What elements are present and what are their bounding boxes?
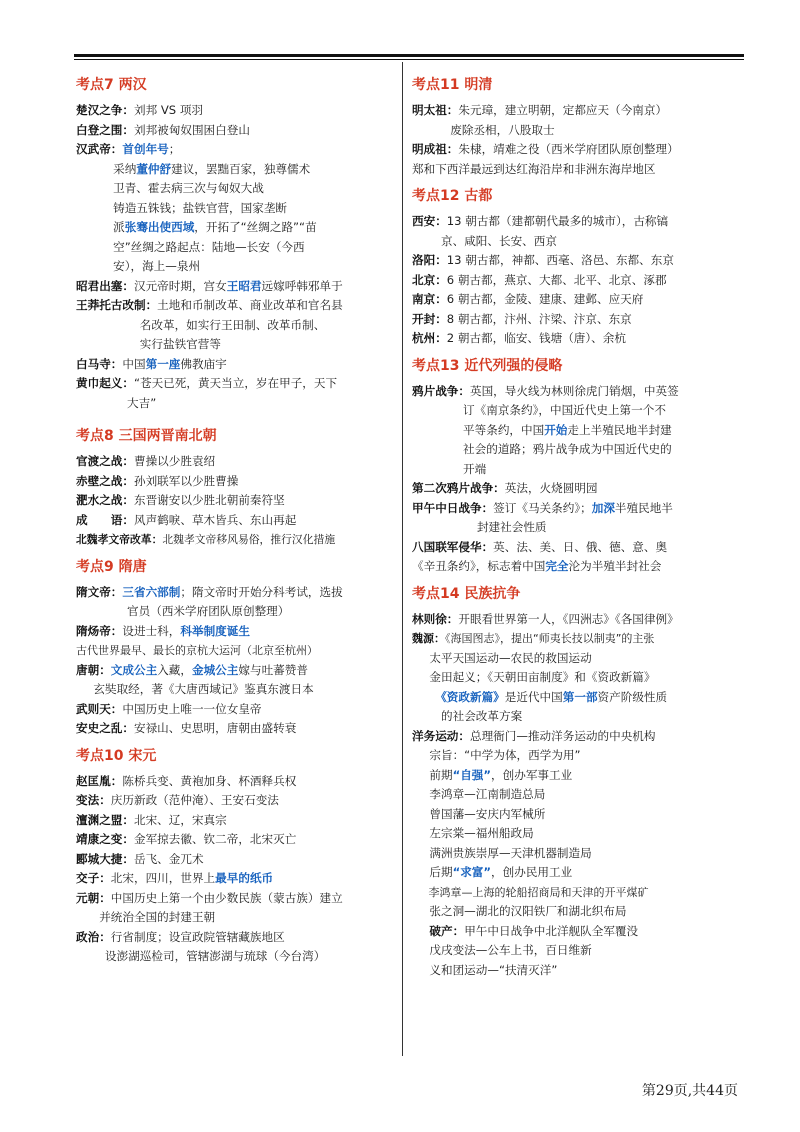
section-title-9: 考点9 隋唐 [76,558,147,575]
text-line: 赵匡胤：陈桥兵变、黄袍加身、杯酒释兵权 [76,773,297,788]
text-line: 设澎湖巡检司，管辖澎湖与琉球（今台湾） [105,949,326,963]
section-title-14: 考点14 民族抗争 [412,585,521,602]
text-line: 满洲贵族崇厚—天津机器制造局 [429,845,592,860]
text-line: 李鸿章—上海的轮船招商局和天津的开平煤矿 [428,885,649,899]
text-line: 的社会改革方案 [441,709,523,723]
text-line: 澶渊之盟：北宋、辽，宋真宗 [76,812,227,827]
text-line: 鸦片战争：英国，导火线为林则徐虎门销烟，中英签 [412,383,679,398]
section-title-10: 考点10 宋元 [76,747,157,764]
text-line: 李鸿章—江南制造总局 [429,787,546,801]
text-line: 西安：13 朝古都（建都朝代最多的城市），古称镐 [412,214,669,228]
right-column [412,68,742,980]
top-rule-thin [74,59,744,60]
text-line: 宗旨：“中学为体，西学为用” [429,748,581,762]
text-line: 第二次鸦片战争：英法，火烧圆明园 [412,481,598,495]
text-line: 订《南京条约》，中国近代史上第一个不 [463,403,666,417]
text-line: 曾国藩—安庆内军械所 [429,806,546,821]
text-line: 官渡之战：曹操以少胜袁绍 [76,454,216,468]
text-line: 铸造五铢钱；盐铁官营，国家垄断 [113,200,288,215]
text-line: 安），海上—泉州 [113,259,201,273]
text-line: 汉武帝：首创年号； [76,142,181,156]
section-title-8: 考点8 三国两晋南北朝 [76,428,217,444]
text-line: 成 语：风声鹤唳、草木皆兵、东山再起 [76,512,297,527]
text-line: 开封：8 朝古都，汴州、汴梁、汴京、东京 [412,311,632,326]
text-line: 隋文帝：三省六部制；隋文帝时开始分科考试，选拔 [76,584,343,599]
text-line: 魏源：《海国图志》，提出“师夷长技以制夷”的主张 [412,632,655,645]
text-line: 玄奘取经，著《大唐西域记》鉴真东渡日本 [93,682,314,696]
text-line: 左宗棠—福州船政局 [429,826,534,840]
text-line: 郾城大捷：岳飞、金兀术 [76,851,204,866]
text-line: 空”丝绸之路起点：陆地—长安（今西 [113,239,305,254]
text-line: 金田起义；《天朝田亩制度》和《资政新篇》 [429,670,656,684]
text-line: 安史之乱：安禄山、史思明，唐朝由盛转衰 [76,721,297,735]
text-line: 林则徐：开眼看世界第一人，《四洲志》《各国律例》 [412,611,679,626]
text-line: 大吉” [127,395,157,410]
text-line: 隋炀帝：设进士科，科举制度诞生 [76,623,250,638]
text-line: 王莽托古改制：土地和币制改革、商业改革和官名县 [76,298,343,312]
text-line: 甲午中日战争：签订《马关条约》；加深半殖民地半 [412,500,673,515]
text-line: 洛阳：13 朝古都，神都、西毫、洛邑、东都、东京 [412,253,674,267]
section-title-13: 考点13 近代列强的侵略 [412,357,563,374]
text-line: 变法：庆历新政（范仲淹）、王安石变法 [76,793,279,807]
text-line: 并统治全国的封建王朝 [99,910,216,924]
text-line: 明成祖：朱棣，靖难之役（西米学府团队原创整理） [412,142,679,156]
text-line: 明太祖：朱元璋，建立明朝，定都应天（今南京） [412,103,668,117]
text-line: 黄巾起义：“苍天已死，黄天当立，岁在甲子，天下 [76,376,338,390]
text-line: 名改革，如实行王田制、改革币制、 [139,317,326,332]
section-title-11: 考点11 明清 [412,77,493,93]
text-line: 社会的道路；鸦片战争成为中国近代史的 [463,442,672,456]
section-title-12: 考点12 古都 [412,188,493,204]
text-line: 太平天国运动—农民的救国运动 [429,650,592,665]
text-line: 义和团运动—“扶清灭洋” [429,962,558,977]
text-line: 后期“求富”，创办民用工业 [429,865,573,879]
top-rule-thick [74,54,744,57]
left-column [76,68,392,967]
text-line: 《辛丑条约》，标志着中国完全沦为半殖半封社会 [412,559,662,573]
text-line: 八国联军侵华：英、法、美、日、俄、德、意、奥 [412,539,668,554]
text-line: 洋务运动：总理衙门—推动洋务运动的中央机构 [412,728,656,743]
column-divider [402,62,403,1056]
text-line: 靖康之变：金军掠去徽、钦二帝，北宋灭亡 [76,832,297,846]
text-line: 唐朝：文成公主入藏，金城公主嫁与吐蕃赞普 [76,662,308,677]
text-line: 采纳董仲舒建议，罢黜百家，独尊儒术 [113,161,311,176]
text-line: 张之洞—湖北的汉阳铁厂和湖北织布局 [429,904,627,918]
text-line: 平等条约，中国开始走上半殖民地半封建 [463,422,672,437]
text-line: 白登之围：刘邦被匈奴围困白登山 [76,122,250,137]
text-line: 元朝：中国历史上第一个由少数民族（蒙古族）建立 [76,890,343,905]
text-line: 武则天：中国历史上唯一一位女皇帝 [76,701,262,716]
text-line: 京、咸阳、长安、西京 [441,233,557,248]
section-title-7: 考点7 两汉 [76,77,147,93]
text-line: 古代世界最早、最长的京杭大运河（北京至杭州） [76,644,318,657]
text-line: 楚汉之争：刘邦 VS 项羽 [76,103,204,117]
text-line: 破产：甲午中日战争中北洋舰队全军覆没 [429,923,639,938]
text-line: 戊戌变法—公车上书，百日维新 [429,943,592,957]
text-line: 实行盐铁官营等 [139,337,221,351]
text-line: 杭州：2 朝古都，临安、钱塘（唐）、余杭 [412,331,626,345]
text-line: 淝水之战：东晋谢安以少胜北朝前秦符坚 [76,493,285,507]
text-line: 政治：行省制度；设宣政院管辖藏族地区 [76,929,285,944]
text-line: 昭君出塞：汉元帝时期，宫女王昭君远嫁呼韩邪单于 [76,278,343,293]
text-line: 交子：北宋，四川，世界上最早的纸币 [76,871,274,885]
text-line: 封建社会性质 [476,520,547,534]
text-line: 北京：6 朝古都，燕京、大都、北平、北京、涿郡 [412,272,667,287]
text-line: 南京：6 朝古都，金陵、建康、建邺、应天府 [412,292,644,306]
page-number: 第29页,共44页 [641,1083,738,1099]
text-line: 《资政新篇》是近代中国第一部资产阶级性质 [435,689,668,704]
text-line: 卫青、霍去病三次与匈奴大战 [113,181,264,195]
text-line: 赤壁之战：孙刘联军以少胜曹操 [76,473,239,488]
text-line: 白马寺：中国第一座佛教庙宇 [76,356,227,371]
text-line: 官员（西米学府团队原创整理） [127,604,290,618]
text-line: 前期“自强”，创办军事工业 [429,767,573,782]
text-line: 废除丞相，八股取士 [450,122,555,137]
text-line: 郑和下西洋最远到达红海沿岸和非洲东海岸地区 [412,161,656,176]
text-line: 北魏孝文帝改革：北魏孝文帝移风易俗，推行汉化措施 [76,533,336,546]
text-line: 开端 [463,461,487,476]
text-line: 派张骞出使西域，开拓了“丝绸之路”“苗 [113,220,317,234]
